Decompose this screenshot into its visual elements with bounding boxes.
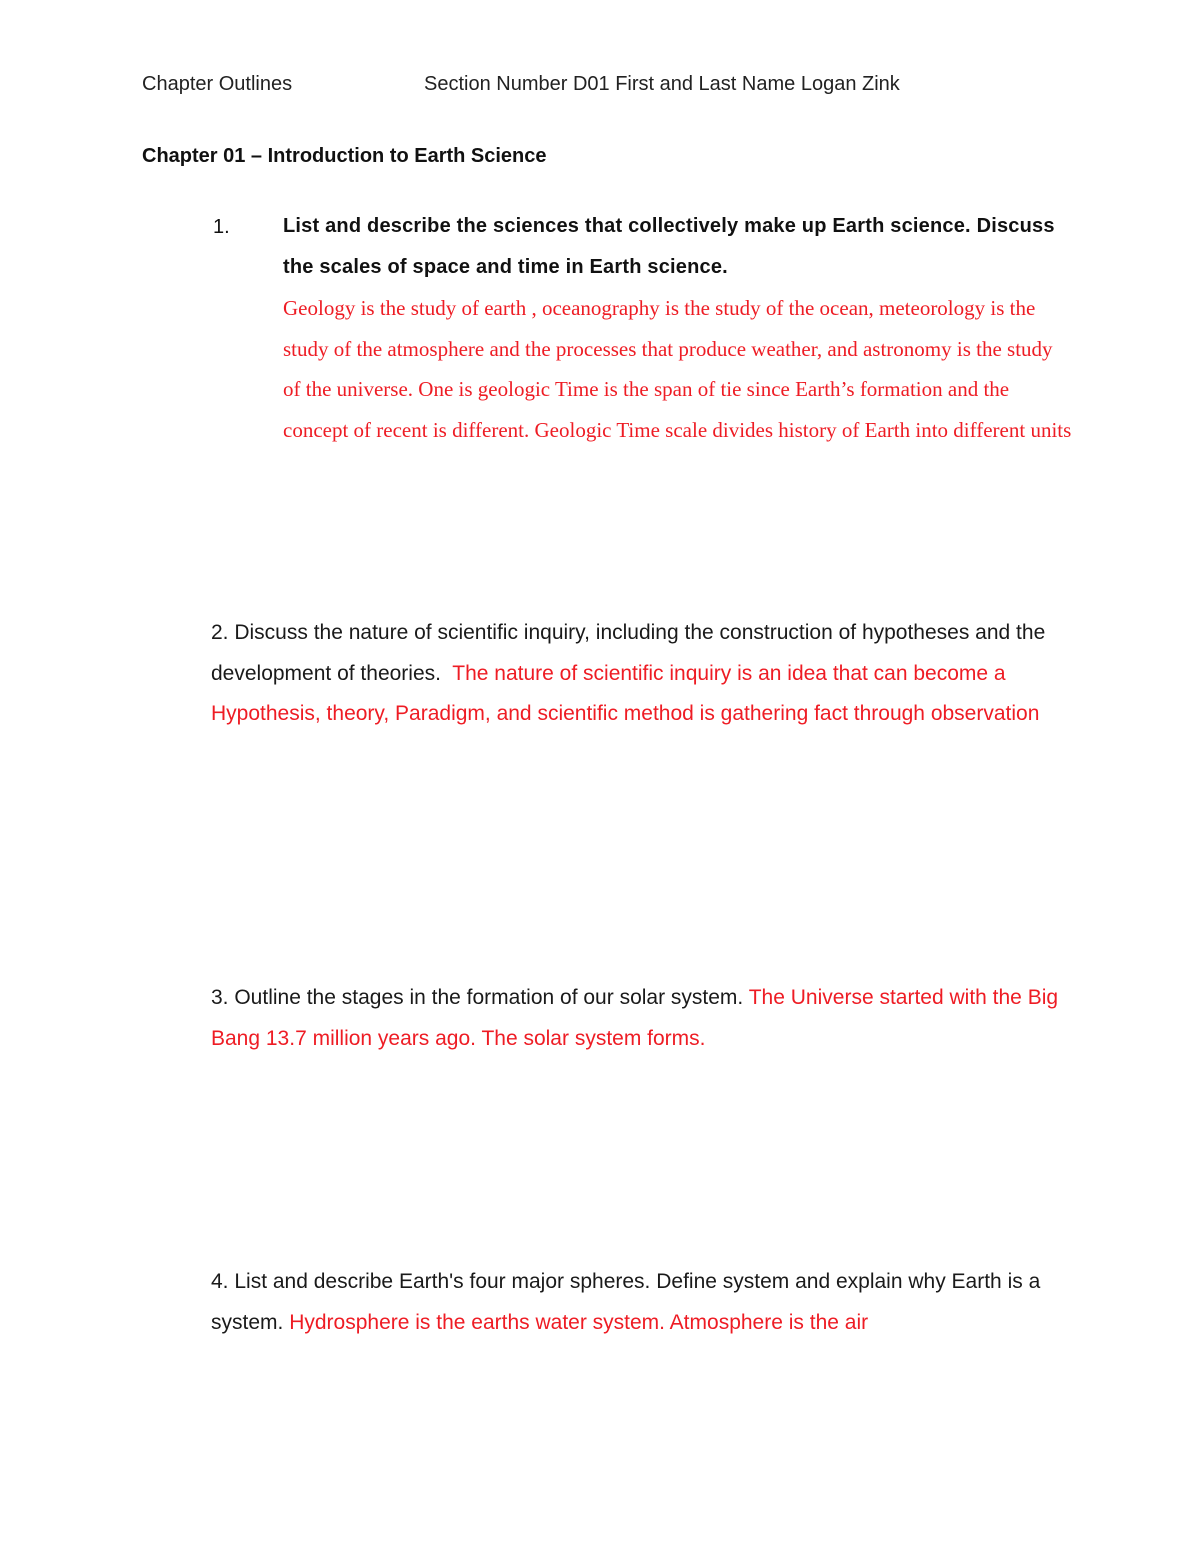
question-2-text: 2. Discuss the nature of scientific inquiry, including the construction of hypotheses and the development of theories. — [211, 621, 1046, 685]
question-4-text: 4. List and describe Earth's four major spheres. Define system and explain why Earth is a system. — [211, 1270, 1041, 1334]
question-1 — [283, 206, 1073, 450]
question-1-text: List and describe the sciences that collectively make up Earth science. Discuss the scales of space and time in Earth science. — [283, 215, 1055, 278]
question-4-answer: Hydrosphere is the earths water system. Atmosphere is the air — [289, 1310, 869, 1334]
question-1-number: 1. — [213, 216, 230, 238]
question-3 — [211, 978, 1061, 1059]
question-1-answer: Geology is the study of earth , oceanography is the study of the ocean, meteorology is the study of the atmosphere and the processes that produce weather, and astronomy is the study of the universe. One is geologic Time is the span of tie since Earth’s formation and the concept of recent is different. Geologic Time scale divides history of Earth into different units — [283, 296, 1072, 442]
chapter-title: Chapter 01 – Introduction to Earth Science — [142, 145, 547, 167]
question-3-answer: The Universe started with the Big Bang 13.7 million years ago. The solar system forms. — [211, 986, 1059, 1050]
question-4 — [211, 1262, 1061, 1343]
question-2 — [211, 613, 1061, 735]
header-student-info: Section Number D01 First and Last Name Logan Zink — [424, 73, 900, 95]
header-course-label: Chapter Outlines — [142, 73, 293, 95]
question-3-text: 3. Outline the stages in the formation of our solar system. — [211, 986, 744, 1009]
question-2-answer: The nature of scientific inquiry is an idea that can become a Hypothesis, theory, Paradigm, and scientific method is gathering fact through observation — [211, 661, 1040, 725]
